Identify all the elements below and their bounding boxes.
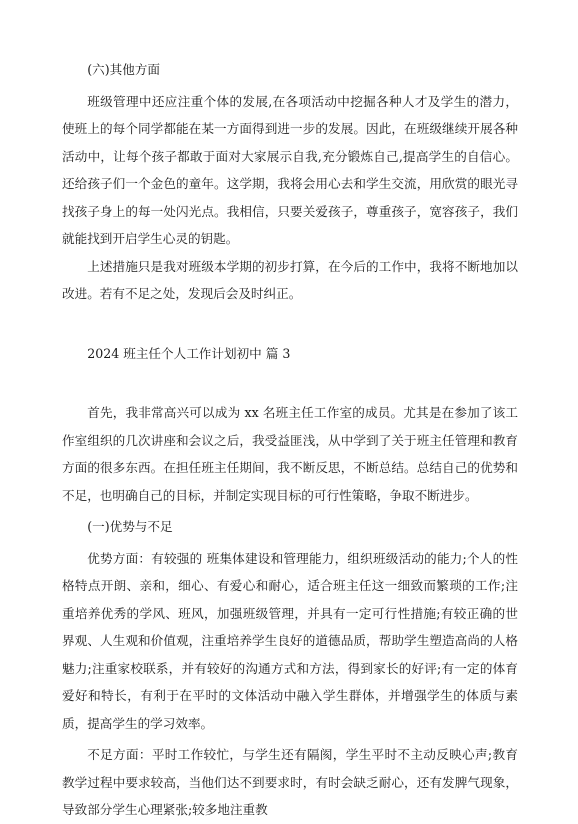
paragraph-class-management: 班级管理中还应注重个体的发展,在各项活动中挖掘各种人才及学生的潜力，使班上的每个同学都能在某一方面得到进一步的发展。因此，在班级继续开展各种活动中，让每个孩子都敢于面对大家展示自我,充分锻炼自己,提高学生的自信心。还给孩子们一个金色的童年。这学期，我将会用心去和学生交流，用欣赏的眼光寻找孩子身上的每一处闪光点。我相信，只要关爱孩子，尊重孩子，宽容孩子，我们就能找到开启学生心灵的钥匙。 (62, 93, 518, 246)
document-page (62, 0, 518, 824)
paragraph-measures-summary: 上述措施只是我对班级本学期的初步打算，在今后的工作中，我将不断地加以改进。若有不足之处，发现后会及时纠正。 (62, 258, 518, 301)
subsection-heading-strengths-weaknesses: (一)优势与不足 (87, 519, 173, 534)
spacer (62, 367, 518, 399)
top-spacer (62, 0, 518, 56)
paragraph-strengths: 优势方面：有较强的 班集体建设和管理能力，组织班级活动的能力;个人的性格特点开朗、亲和，细心、有爱心和耐心，适合班主任这一细致而繁琐的工作;注重培养优秀的学风、班风，加强班级管理，并具有一定可行性措施;有较正确的世界观、人生观和价值观，注重培养学生良好的道德品质，帮助学生塑造高尚的人格魅力;注重家校联系，并有较好的沟通方式和方法，得到家长的好评;有一定的体育爱好和特长，有利于在平时的文体活动中融入学生群体，并增强学生的体质与素质，提高学生的学习效率。 (62, 550, 518, 731)
paragraph-weaknesses: 不足方面：平时工作较忙，与学生还有隔阂，学生平时不主动反映心声;教育教学过程中要求较高，当他们达不到要求时，有时会缺乏耐心，还有发脾气现象，导致部分学生心理紧张;较多地注重教 (62, 747, 518, 817)
article-title: 2024 班主任个人工作计划初中 篇 3 (87, 345, 291, 361)
section-heading-other: (六)其他方面 (87, 62, 160, 77)
paragraph-intro: 首先，我非常高兴可以成为 xx 名班主任工作室的成员。尤其是在参加了该工作室组织的几次讲座和会议之后，我受益匪浅，从中学到了关于班主任管理和教育方面的很多东西。在担任班主任期间，我不断反思，不断总结。总结自己的优势和不足，也明确自己的目标，并制定实现目标的可行性策略，争取不断进步。 (62, 405, 518, 503)
spacer (62, 308, 518, 340)
